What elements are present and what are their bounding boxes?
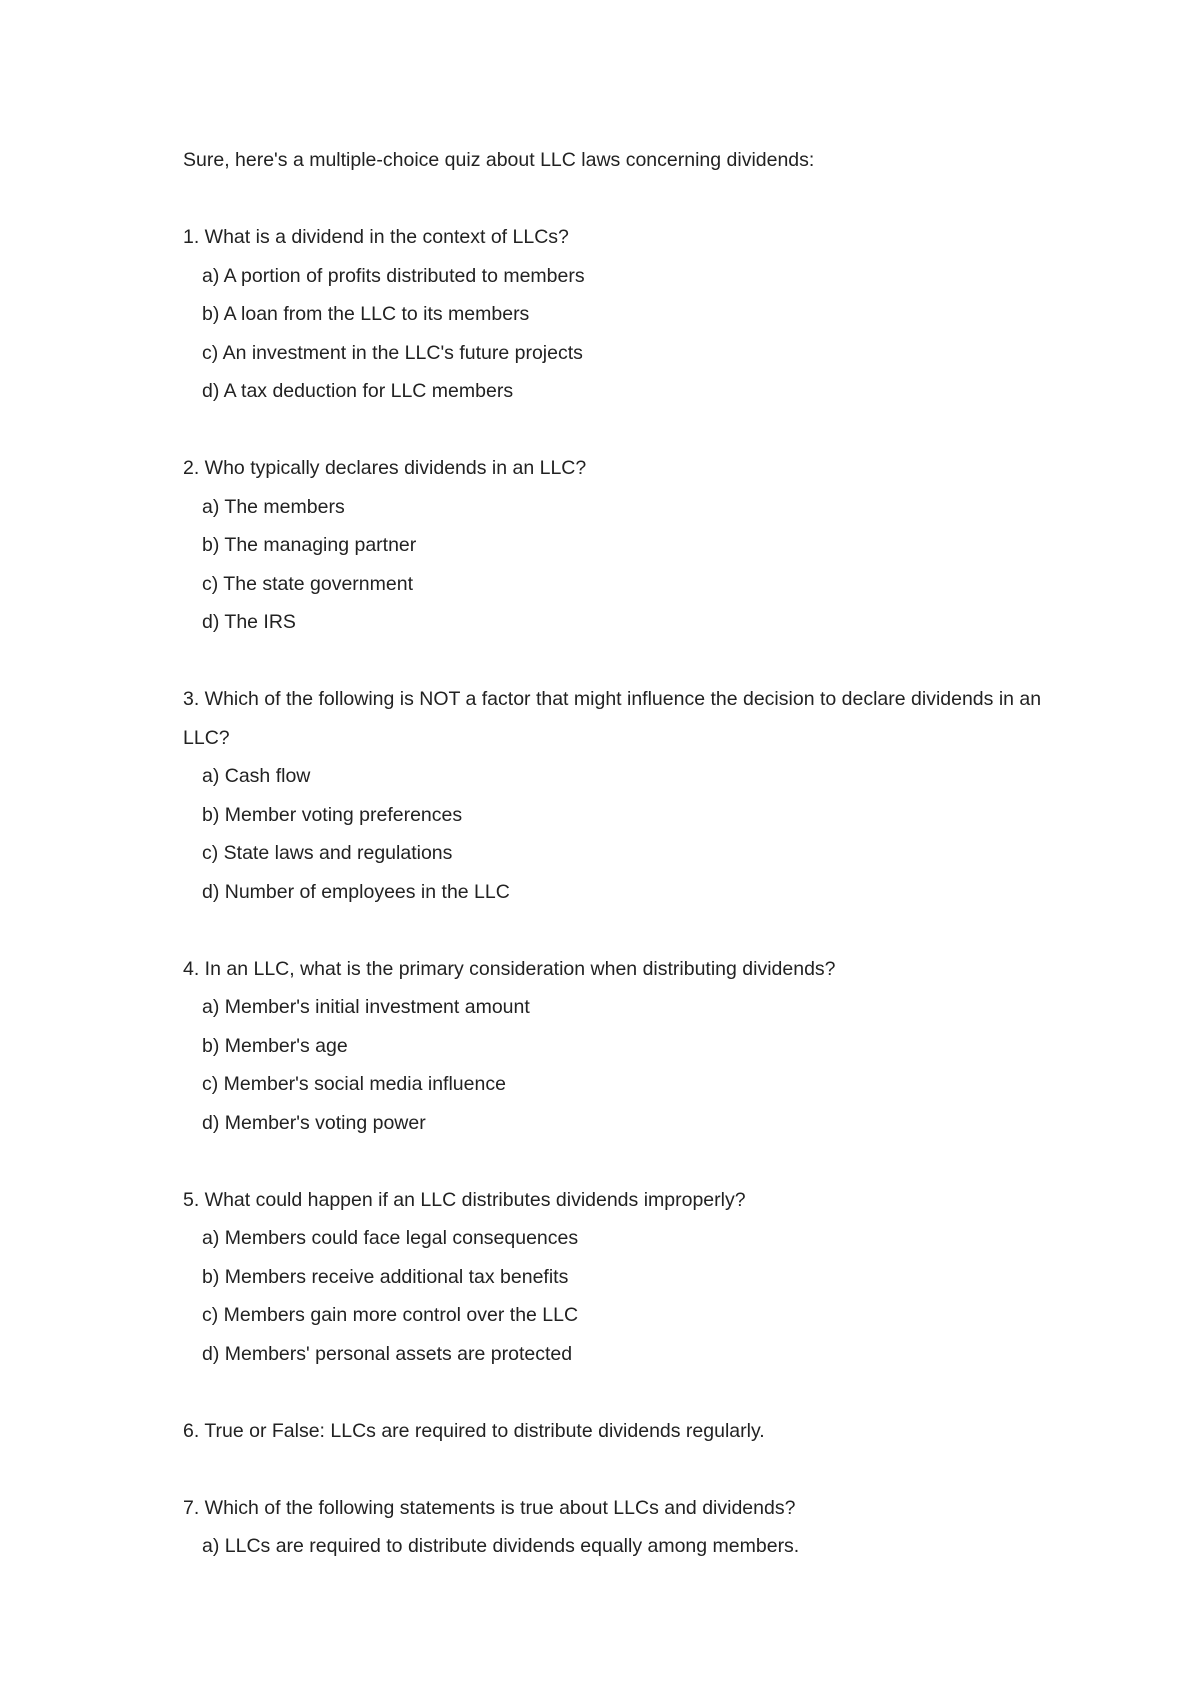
blank-line: [183, 911, 1053, 950]
answer-option: d) Member's voting power: [202, 1111, 426, 1134]
answer-option: d) The IRS: [202, 611, 296, 633]
question-text: 7. Which of the following statements is true about LLCs and dividends?: [183, 1496, 796, 1519]
answer-option: a) Cash flow: [202, 765, 311, 787]
question-list: [183, 180, 1053, 1566]
blank-line: [183, 642, 1053, 681]
document-page: [183, 141, 1053, 1566]
question-2: [183, 449, 1053, 642]
answer-option: a) A portion of profits distributed to members: [202, 264, 585, 287]
question-text: 5. What could happen if an LLC distributes dividends improperly?: [183, 1188, 746, 1211]
question-text: 2. Who typically declares dividends in an LLC?: [183, 457, 587, 479]
blank-line: [183, 1142, 1053, 1181]
answer-option: b) Member voting preferences: [202, 803, 463, 826]
question-text: 3. Which of the following is NOT a factor that might influence the decision to declare dividends in an LLC?: [183, 688, 1042, 749]
intro-text: Sure, here's a multiple-choice quiz about LLC laws concerning dividends:: [183, 149, 815, 171]
question-text: 6. True or False: LLCs are required to distribute dividends regularly.: [183, 1419, 765, 1442]
answer-option: c) State laws and regulations: [202, 842, 453, 864]
blank-line: [183, 180, 1053, 219]
answer-option: a) Members could face legal consequences: [202, 1227, 579, 1249]
question-5: [183, 1181, 1053, 1374]
question-text: 4. In an LLC, what is the primary consideration when distributing dividends?: [183, 957, 836, 980]
question-6: [183, 1412, 1053, 1451]
answer-option: c) Member's social media influence: [202, 1073, 506, 1095]
question-1: [183, 218, 1053, 411]
blank-line: [183, 411, 1053, 450]
question-4: [183, 950, 1053, 1143]
answer-option: b) The managing partner: [202, 534, 417, 556]
question-3: [183, 680, 1053, 911]
answer-option: d) A tax deduction for LLC members: [202, 380, 514, 402]
answer-option: c) An investment in the LLC's future projects: [202, 341, 583, 364]
answer-option: b) Members receive additional tax benefits: [202, 1265, 569, 1288]
answer-option: c) Members gain more control over the LLC: [202, 1304, 579, 1326]
answer-option: a) Member's initial investment amount: [202, 996, 530, 1018]
answer-option: b) Member's age: [202, 1034, 348, 1057]
question-text: 1. What is a dividend in the context of LLCs?: [183, 226, 569, 248]
blank-line: [183, 1450, 1053, 1489]
answer-option: c) The state government: [202, 572, 413, 595]
blank-line: [183, 1373, 1053, 1412]
question-7: [183, 1489, 1053, 1566]
answer-option: b) A loan from the LLC to its members: [202, 303, 530, 325]
answer-option: a) The members: [202, 495, 345, 518]
answer-option: d) Number of employees in the LLC: [202, 880, 510, 903]
answer-option: d) Members' personal assets are protected: [202, 1342, 573, 1365]
answer-option: a) LLCs are required to distribute dividends equally among members.: [202, 1535, 800, 1557]
